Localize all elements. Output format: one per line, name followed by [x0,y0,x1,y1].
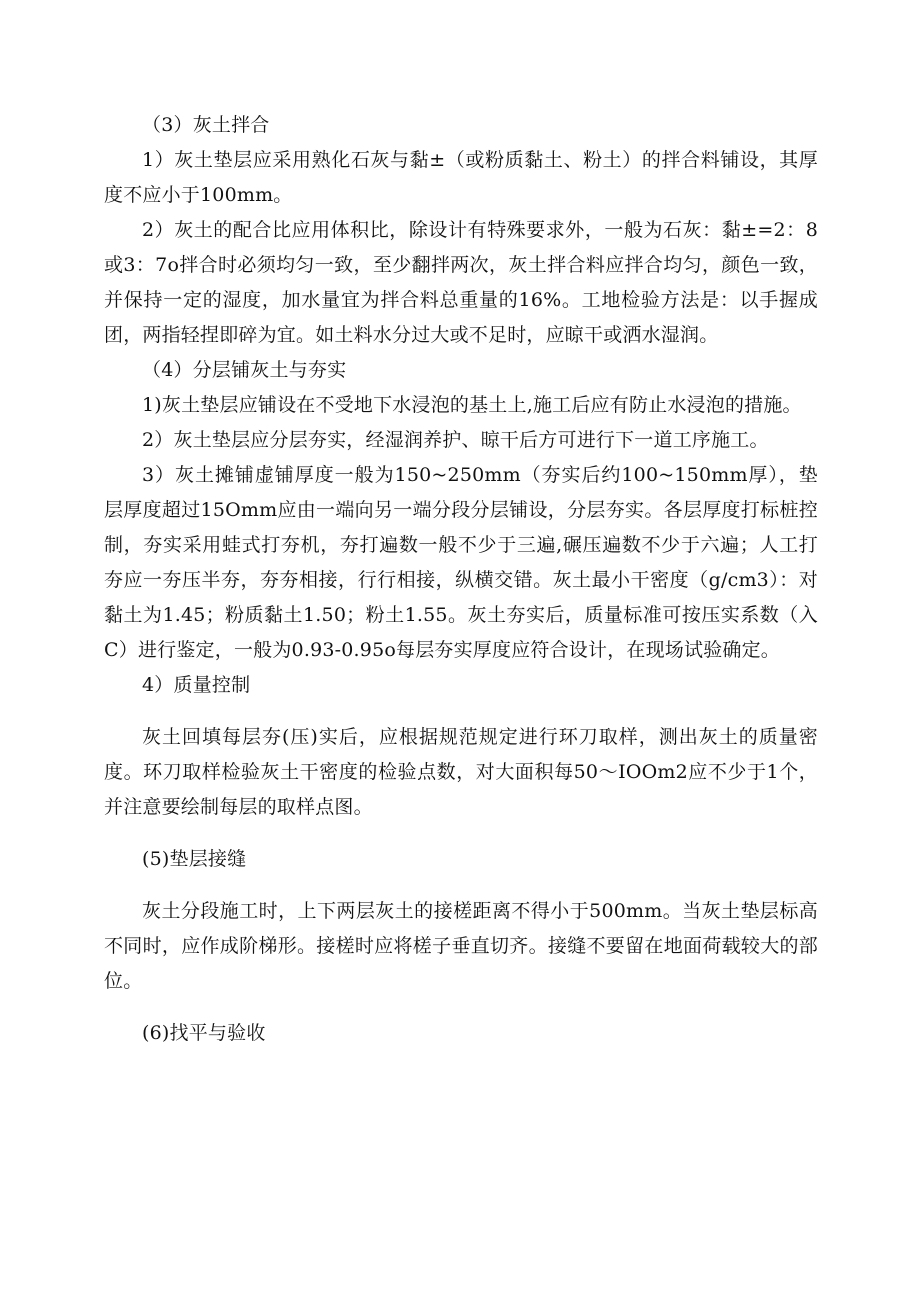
paragraph-3-1: 1）灰土垫层应采用熟化石灰与黏±（或粉质黏土、粉土）的拌合料铺设，其厚度不应小于100mm。 [104,149,818,206]
paragraph-quality-control: 灰土回填每层夯(压)实后，应根据规范规定进行环刀取样，测出灰土的质量密度。环刀取样检验灰土干密度的检验点数，对大面积每50～IOOm2应不少于1个，并注意要绘制每层的取样点图。 [104,726,818,818]
paragraph-4-2: 2）灰土垫层应分层夯实，经湿润养护、晾干后方可进行下一道工序施工。 [142,429,769,451]
section-heading-5: (5)垫层接缝 [142,848,247,870]
section-heading-3: （3）灰土拌合 [142,114,270,136]
document-body [104,108,818,1051]
paragraph-4-3: 3）灰土摊铺虚铺厚度一般为150~250mm（夯实后约100~150mm厚），垫层厚度超过15Omm应由一端向另一端分段分层铺设，分层夯实。各层厚度打标桩控制，夯实采用蛙式打夯机，夯打遍数一般不少于三遍,碾压遍数不少于六遍；人工打夯应一夯压半夯，夯夯相接，行行相接，纵横交错。灰土最小干密度（g/cm3）：对黏土为1.45；粉质黏土1.50；粉土1.55。灰土夯实后，质量标准可按压实系数（入C）进行鉴定，一般为0.93-0.95o每层夯实厚度应符合设计，在现场试验确定。 [104,464,818,661]
paragraph-joint: 灰土分段施工时，上下两层灰土的接槎距离不得小于500mm。当灰土垫层标高不同时，应作成阶梯形。接槎时应将槎子垂直切齐。接缝不要留在地面荷载较大的部位。 [104,900,818,992]
section-heading-6: (6)找平与验收 [142,1022,266,1044]
paragraph-3-2: 2）灰土的配合比应用体积比，除设计有特殊要求外，一般为石灰：黏±=2：8或3：7o拌合时必须均匀一致，至少翻拌两次，灰土拌合料应拌合均匀，颜色一致，并保持一定的湿度，加水量宜为拌合料总重量的16%。工地检验方法是：以手握成团，两指轻捏即碎为宜。如土料水分过大或不足时，应晾干或洒水湿润。 [104,219,818,346]
subheading-quality-control: 4）质量控制 [142,674,251,696]
paragraph-4-1: 1)灰土垫层应铺设在不受地下水浸泡的基土上,施工后应有防止水浸泡的措施。 [142,394,802,416]
section-heading-4: （4）分层铺灰土与夯实 [142,359,347,381]
